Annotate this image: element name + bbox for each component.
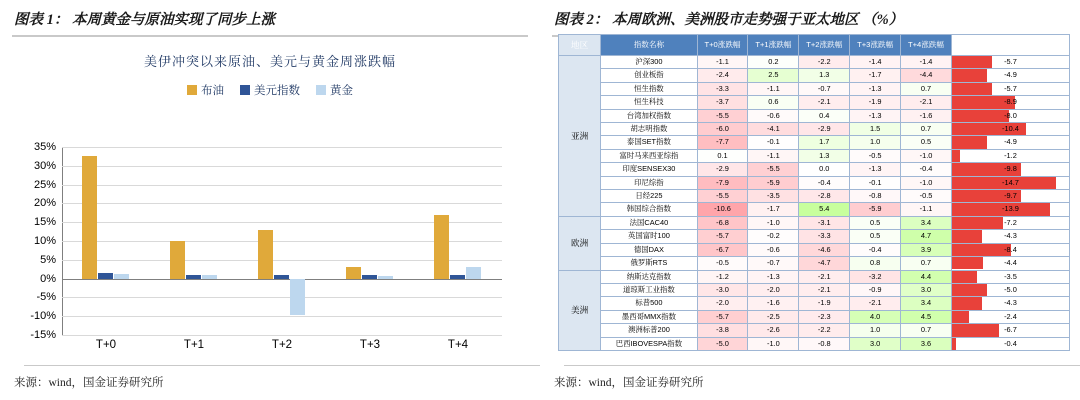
total-bar-cell bbox=[952, 230, 1069, 242]
total-cell bbox=[951, 310, 1069, 323]
value-cell: -1.1 bbox=[748, 82, 799, 95]
chart-bar bbox=[186, 275, 201, 279]
total-value-label: -10.4 bbox=[1002, 124, 1019, 134]
bar-group bbox=[326, 147, 414, 351]
table-row bbox=[559, 203, 1070, 216]
table-row bbox=[559, 96, 1070, 109]
total-bar-cell bbox=[952, 83, 1069, 95]
index-name-cell: 胡志明指数 bbox=[601, 123, 697, 136]
value-cell: -2.5 bbox=[748, 310, 799, 323]
total-value-label: -4.9 bbox=[1004, 70, 1017, 80]
value-cell: -6.8 bbox=[697, 216, 748, 229]
index-name-cell: 恒生指数 bbox=[601, 82, 697, 95]
value-cell: -1.9 bbox=[850, 96, 901, 109]
total-value-label: -5.0 bbox=[1004, 284, 1017, 294]
index-name-cell: 恒生科技 bbox=[601, 96, 697, 109]
th-total: 美伊冲突以来区间涨跌幅 bbox=[951, 35, 1069, 56]
value-cell: -0.5 bbox=[850, 149, 901, 162]
value-cell: -1.4 bbox=[901, 56, 952, 69]
y-axis-tick-label: 20% bbox=[33, 197, 56, 210]
value-cell: 0.7 bbox=[901, 123, 952, 136]
value-cell: -4.4 bbox=[901, 69, 952, 82]
right-divider-bottom bbox=[564, 365, 1080, 366]
value-cell: 1.3 bbox=[799, 149, 850, 162]
th-region: 地区 bbox=[559, 35, 601, 56]
index-name-cell: 创业板指 bbox=[601, 69, 697, 82]
value-cell: 1.3 bbox=[799, 69, 850, 82]
value-cell: -1.2 bbox=[697, 270, 748, 283]
y-axis-tick-label: -15% bbox=[30, 329, 56, 341]
table-row bbox=[559, 109, 1070, 122]
chart-bar bbox=[466, 267, 481, 278]
value-cell: 3.4 bbox=[901, 216, 952, 229]
value-cell: 0.1 bbox=[697, 149, 748, 162]
chart-plot-area bbox=[30, 141, 502, 351]
value-cell: -2.1 bbox=[850, 297, 901, 310]
value-cell: 1.7 bbox=[799, 136, 850, 149]
table-body bbox=[559, 56, 1070, 351]
total-value-label: -5.7 bbox=[1004, 83, 1017, 93]
bar-group bbox=[414, 147, 502, 351]
x-axis-tick-label: T+3 bbox=[359, 339, 381, 351]
value-cell: 3.9 bbox=[901, 243, 952, 256]
total-bar-cell bbox=[952, 324, 1069, 336]
grid-line bbox=[62, 335, 502, 336]
total-value-label: -0.4 bbox=[1004, 338, 1017, 348]
value-cell: -0.8 bbox=[799, 337, 850, 350]
total-value-label: -7.2 bbox=[1004, 217, 1017, 227]
value-cell: -3.0 bbox=[697, 283, 748, 296]
chart-bar bbox=[170, 241, 185, 279]
chart-bar bbox=[346, 267, 361, 279]
value-cell: -2.2 bbox=[799, 56, 850, 69]
index-name-cell: 日经225 bbox=[601, 190, 697, 203]
value-cell: 0.7 bbox=[901, 324, 952, 337]
index-name-cell: 法国CAC40 bbox=[601, 216, 697, 229]
value-cell: -1.0 bbox=[748, 216, 799, 229]
value-cell: -3.2 bbox=[850, 270, 901, 283]
total-value-label: -6.7 bbox=[1004, 325, 1017, 335]
index-name-cell: 澳洲标普200 bbox=[601, 324, 697, 337]
value-cell: -2.0 bbox=[697, 297, 748, 310]
value-cell: 3.4 bbox=[901, 297, 952, 310]
value-cell: -0.1 bbox=[748, 136, 799, 149]
total-cell bbox=[951, 257, 1069, 270]
total-value-label: -4.9 bbox=[1004, 137, 1017, 147]
value-cell: 0.5 bbox=[901, 136, 952, 149]
value-cell: -1.1 bbox=[901, 203, 952, 216]
total-bar-cell bbox=[952, 338, 1069, 350]
value-cell: -7.7 bbox=[697, 136, 748, 149]
index-name-cell: 韩国综合指数 bbox=[601, 203, 697, 216]
value-cell: -0.9 bbox=[850, 283, 901, 296]
value-cell: -1.9 bbox=[799, 297, 850, 310]
value-cell: -2.9 bbox=[799, 123, 850, 136]
total-cell bbox=[951, 203, 1069, 216]
index-name-cell: 德国DAX bbox=[601, 243, 697, 256]
y-axis-tick-label: 35% bbox=[33, 141, 56, 153]
value-cell: 0.0 bbox=[799, 163, 850, 176]
total-bar-cell bbox=[952, 136, 1069, 148]
value-cell: -0.4 bbox=[901, 163, 952, 176]
total-value-label: -4.4 bbox=[1004, 258, 1017, 268]
total-bar-cell bbox=[952, 96, 1069, 108]
right-panel bbox=[540, 0, 1080, 400]
total-cell bbox=[951, 136, 1069, 149]
value-cell: -1.6 bbox=[748, 297, 799, 310]
total-value-label: -2.4 bbox=[1004, 311, 1017, 321]
x-axis-tick-label: T+0 bbox=[95, 339, 117, 351]
value-cell: 0.8 bbox=[850, 257, 901, 270]
left-chart bbox=[0, 51, 540, 381]
chart-bar bbox=[82, 156, 97, 278]
value-cell: -0.5 bbox=[697, 257, 748, 270]
total-bar-cell bbox=[952, 244, 1069, 256]
x-axis-tick-label: T+4 bbox=[447, 339, 469, 351]
total-value-label: -13.9 bbox=[1002, 204, 1019, 214]
table-row bbox=[559, 69, 1070, 82]
th-t4: T+4涨跌幅 bbox=[901, 35, 952, 56]
value-cell: -0.5 bbox=[901, 190, 952, 203]
index-name-cell: 巴西IBOVESPA指数 bbox=[601, 337, 697, 350]
value-cell: -2.9 bbox=[697, 163, 748, 176]
value-cell: -2.1 bbox=[799, 96, 850, 109]
chart-legend bbox=[0, 82, 540, 98]
total-cell bbox=[951, 243, 1069, 256]
table-row bbox=[559, 230, 1070, 243]
value-cell: -1.3 bbox=[748, 270, 799, 283]
value-cell: -2.4 bbox=[697, 69, 748, 82]
chart-bar bbox=[290, 279, 305, 316]
total-cell bbox=[951, 149, 1069, 162]
total-value-label: -1.2 bbox=[1004, 150, 1017, 160]
value-cell: 0.7 bbox=[901, 257, 952, 270]
value-cell: -10.6 bbox=[697, 203, 748, 216]
value-cell: 3.0 bbox=[850, 337, 901, 350]
value-cell: -1.1 bbox=[748, 149, 799, 162]
value-cell: -3.5 bbox=[748, 190, 799, 203]
total-cell bbox=[951, 297, 1069, 310]
index-name-cell: 富时马来西亚综指 bbox=[601, 149, 697, 162]
value-cell: 4.7 bbox=[901, 230, 952, 243]
value-cell: 0.5 bbox=[850, 216, 901, 229]
value-cell: -3.3 bbox=[697, 82, 748, 95]
value-cell: -4.1 bbox=[748, 123, 799, 136]
chart-bar bbox=[362, 275, 377, 279]
chart-bar bbox=[378, 276, 393, 279]
bar-group bbox=[62, 147, 150, 351]
table-row bbox=[559, 149, 1070, 162]
value-cell: -7.9 bbox=[697, 176, 748, 189]
value-cell: -5.9 bbox=[748, 176, 799, 189]
total-cell bbox=[951, 270, 1069, 283]
value-cell: 4.4 bbox=[901, 270, 952, 283]
x-axis-tick-label: T+1 bbox=[183, 339, 205, 351]
value-cell: -0.8 bbox=[850, 190, 901, 203]
value-cell: 5.4 bbox=[799, 203, 850, 216]
value-cell: -3.8 bbox=[697, 324, 748, 337]
total-value-label: -3.5 bbox=[1004, 271, 1017, 281]
total-cell bbox=[951, 123, 1069, 136]
value-cell: -2.6 bbox=[748, 324, 799, 337]
total-cell bbox=[951, 109, 1069, 122]
value-cell: 4.0 bbox=[850, 310, 901, 323]
right-source: 来源：wind，国金证券研究所 bbox=[554, 377, 704, 389]
total-bar-cell bbox=[952, 110, 1069, 122]
value-cell: -6.0 bbox=[697, 123, 748, 136]
total-value-label: -4.3 bbox=[1004, 231, 1017, 241]
total-cell bbox=[951, 163, 1069, 176]
x-axis-tick-label: T+2 bbox=[271, 339, 293, 351]
total-bar-cell bbox=[952, 257, 1069, 269]
index-name-cell: 沪深300 bbox=[601, 56, 697, 69]
y-axis-tick-label: -10% bbox=[30, 310, 56, 323]
value-cell: -0.4 bbox=[799, 176, 850, 189]
index-name-cell: 英国富时100 bbox=[601, 230, 697, 243]
value-cell: -1.1 bbox=[697, 56, 748, 69]
table bbox=[558, 34, 1070, 351]
right-panel-title: 图表 2： 本周欧洲、美洲股市走势强于亚太地区 （%） bbox=[554, 12, 904, 28]
y-axis-tick-label: 30% bbox=[33, 159, 56, 172]
value-cell: -5.9 bbox=[850, 203, 901, 216]
value-cell: -0.2 bbox=[748, 230, 799, 243]
total-cell bbox=[951, 324, 1069, 337]
left-source: 来源：wind，国金证券研究所 bbox=[14, 377, 164, 389]
region-cell: 美洲 bbox=[559, 270, 601, 350]
value-cell: -5.7 bbox=[697, 310, 748, 323]
chart-bar bbox=[258, 230, 273, 279]
table-row bbox=[559, 270, 1070, 283]
total-bar-cell bbox=[952, 123, 1069, 135]
value-cell: -0.1 bbox=[850, 176, 901, 189]
value-cell: -6.7 bbox=[697, 243, 748, 256]
value-cell: -0.7 bbox=[748, 257, 799, 270]
total-value-label: -8.4 bbox=[1004, 244, 1017, 254]
legend-swatch-icon bbox=[316, 85, 326, 95]
total-bar-cell bbox=[952, 56, 1069, 68]
total-bar-cell bbox=[952, 203, 1069, 215]
value-cell: -1.0 bbox=[901, 149, 952, 162]
value-cell: 4.5 bbox=[901, 310, 952, 323]
total-bar-cell bbox=[952, 271, 1069, 283]
region-cell: 欧洲 bbox=[559, 216, 601, 270]
total-bar-cell bbox=[952, 190, 1069, 202]
value-cell: -1.4 bbox=[850, 56, 901, 69]
total-cell bbox=[951, 337, 1069, 350]
value-cell: 3.0 bbox=[901, 283, 952, 296]
total-cell bbox=[951, 82, 1069, 95]
total-bar-cell bbox=[952, 163, 1069, 175]
table-row bbox=[559, 56, 1070, 69]
table-head bbox=[559, 35, 1070, 56]
table-row bbox=[559, 243, 1070, 256]
value-cell: -5.0 bbox=[697, 337, 748, 350]
value-cell: 0.5 bbox=[850, 230, 901, 243]
table-row bbox=[559, 283, 1070, 296]
total-value-label: -4.3 bbox=[1004, 298, 1017, 308]
th-t1: T+1涨跌幅 bbox=[748, 35, 799, 56]
th-index-name: 指数名称 bbox=[601, 35, 697, 56]
y-axis-tick-label: 5% bbox=[40, 253, 56, 266]
index-name-cell: 台湾加权指数 bbox=[601, 109, 697, 122]
value-cell: -3.1 bbox=[799, 216, 850, 229]
index-name-cell: 印尼综指 bbox=[601, 176, 697, 189]
value-cell: 1.5 bbox=[850, 123, 901, 136]
total-value-label: -5.7 bbox=[1004, 57, 1017, 66]
total-bar-cell bbox=[952, 177, 1069, 189]
th-t3: T+3涨跌幅 bbox=[850, 35, 901, 56]
value-cell: -5.7 bbox=[697, 230, 748, 243]
table-header-row bbox=[559, 35, 1070, 56]
bar-group bbox=[238, 147, 326, 351]
value-cell: -5.5 bbox=[748, 163, 799, 176]
total-cell bbox=[951, 176, 1069, 189]
total-bar-cell bbox=[952, 69, 1069, 81]
region-cell: 亚洲 bbox=[559, 56, 601, 217]
value-cell: -4.7 bbox=[799, 257, 850, 270]
total-cell bbox=[951, 190, 1069, 203]
total-bar-cell bbox=[952, 217, 1069, 229]
bar-group bbox=[150, 147, 238, 351]
y-axis-tick-label: 15% bbox=[33, 216, 56, 229]
table-row bbox=[559, 297, 1070, 310]
value-cell: 3.6 bbox=[901, 337, 952, 350]
left-divider-bottom bbox=[24, 365, 540, 366]
value-cell: -2.8 bbox=[799, 190, 850, 203]
left-panel-title: 图表 1： 本周黄金与原油实现了同步上涨 bbox=[14, 12, 275, 28]
total-cell bbox=[951, 96, 1069, 109]
total-cell bbox=[951, 283, 1069, 296]
legend-swatch-icon bbox=[187, 85, 197, 95]
total-cell bbox=[951, 216, 1069, 229]
table-row bbox=[559, 82, 1070, 95]
chart-bar bbox=[114, 274, 129, 279]
table-row bbox=[559, 310, 1070, 323]
value-cell: -2.1 bbox=[799, 270, 850, 283]
value-cell: -0.4 bbox=[850, 243, 901, 256]
chart-bar bbox=[434, 215, 449, 279]
table-row bbox=[559, 257, 1070, 270]
table-row bbox=[559, 337, 1070, 350]
index-name-cell: 标普500 bbox=[601, 297, 697, 310]
value-cell: -2.0 bbox=[748, 283, 799, 296]
y-axis-tick-label: 10% bbox=[33, 235, 56, 247]
legend-item-1 bbox=[240, 82, 300, 98]
legend-label: 布油 bbox=[201, 85, 224, 97]
value-cell: -1.3 bbox=[850, 109, 901, 122]
value-cell: 0.2 bbox=[748, 56, 799, 69]
value-cell: -3.7 bbox=[697, 96, 748, 109]
index-name-cell: 印度SENSEX30 bbox=[601, 163, 697, 176]
value-cell: -3.3 bbox=[799, 230, 850, 243]
value-cell: -2.1 bbox=[901, 96, 952, 109]
value-cell: -0.6 bbox=[748, 109, 799, 122]
y-axis-tick-label: 0% bbox=[40, 272, 56, 285]
value-cell: -1.0 bbox=[901, 176, 952, 189]
index-performance-table bbox=[558, 34, 1070, 351]
value-cell: -1.7 bbox=[850, 69, 901, 82]
value-cell: -1.3 bbox=[850, 82, 901, 95]
y-axis-tick-label: 25% bbox=[33, 178, 56, 191]
value-cell: -5.5 bbox=[697, 190, 748, 203]
total-value-label: -9.7 bbox=[1004, 191, 1017, 201]
value-cell: -1.7 bbox=[748, 203, 799, 216]
total-cell bbox=[951, 230, 1069, 243]
table-row bbox=[559, 163, 1070, 176]
value-cell: 0.7 bbox=[901, 82, 952, 95]
total-bar-cell bbox=[952, 311, 1069, 323]
value-cell: -0.7 bbox=[799, 82, 850, 95]
legend-label: 黄金 bbox=[330, 85, 353, 97]
total-value-label: -8.9 bbox=[1004, 97, 1017, 107]
chart-bar bbox=[274, 275, 289, 279]
total-cell bbox=[951, 56, 1069, 69]
table-row bbox=[559, 136, 1070, 149]
value-cell: -1.0 bbox=[748, 337, 799, 350]
value-cell: -4.6 bbox=[799, 243, 850, 256]
legend-swatch-icon bbox=[240, 85, 250, 95]
index-name-cell: 俄罗斯RTS bbox=[601, 257, 697, 270]
legend-item-2 bbox=[316, 82, 353, 98]
chart-bar bbox=[450, 275, 465, 279]
value-cell: -2.1 bbox=[799, 283, 850, 296]
value-cell: 0.6 bbox=[748, 96, 799, 109]
value-cell: -1.6 bbox=[901, 109, 952, 122]
left-divider-top bbox=[12, 35, 528, 37]
table-row bbox=[559, 176, 1070, 189]
index-name-cell: 墨西哥MMX指数 bbox=[601, 310, 697, 323]
value-cell: -5.5 bbox=[697, 109, 748, 122]
total-bar-cell bbox=[952, 284, 1069, 296]
table-row bbox=[559, 190, 1070, 203]
legend-label: 美元指数 bbox=[254, 85, 300, 97]
total-value-label: -9.8 bbox=[1004, 164, 1017, 174]
index-name-cell: 泰国SET指数 bbox=[601, 136, 697, 149]
legend-item-0 bbox=[187, 82, 224, 98]
table-row bbox=[559, 123, 1070, 136]
y-axis-tick-label: -5% bbox=[36, 291, 56, 304]
total-value-label: -14.7 bbox=[1002, 177, 1019, 187]
index-name-cell: 道琼斯工业指数 bbox=[601, 283, 697, 296]
chart-title: 美伊冲突以来原油、美元与黄金周涨跌幅 bbox=[143, 54, 396, 69]
value-cell: 1.0 bbox=[850, 324, 901, 337]
total-bar-cell bbox=[952, 297, 1069, 309]
value-cell: 2.5 bbox=[748, 69, 799, 82]
chart-bar bbox=[98, 273, 113, 279]
value-cell: -2.2 bbox=[799, 324, 850, 337]
th-t2: T+2涨跌幅 bbox=[799, 35, 850, 56]
value-cell: -0.6 bbox=[748, 243, 799, 256]
value-cell: 1.0 bbox=[850, 136, 901, 149]
value-cell: 0.4 bbox=[799, 109, 850, 122]
table-row bbox=[559, 324, 1070, 337]
value-cell: -2.3 bbox=[799, 310, 850, 323]
value-cell: -1.3 bbox=[850, 163, 901, 176]
th-t0: T+0涨跌幅 bbox=[697, 35, 748, 56]
total-cell bbox=[951, 69, 1069, 82]
index-name-cell: 纳斯达克指数 bbox=[601, 270, 697, 283]
total-value-label: -8.0 bbox=[1004, 110, 1017, 120]
table-row bbox=[559, 216, 1070, 229]
chart-bar bbox=[202, 275, 217, 279]
total-bar-cell bbox=[952, 150, 1069, 162]
